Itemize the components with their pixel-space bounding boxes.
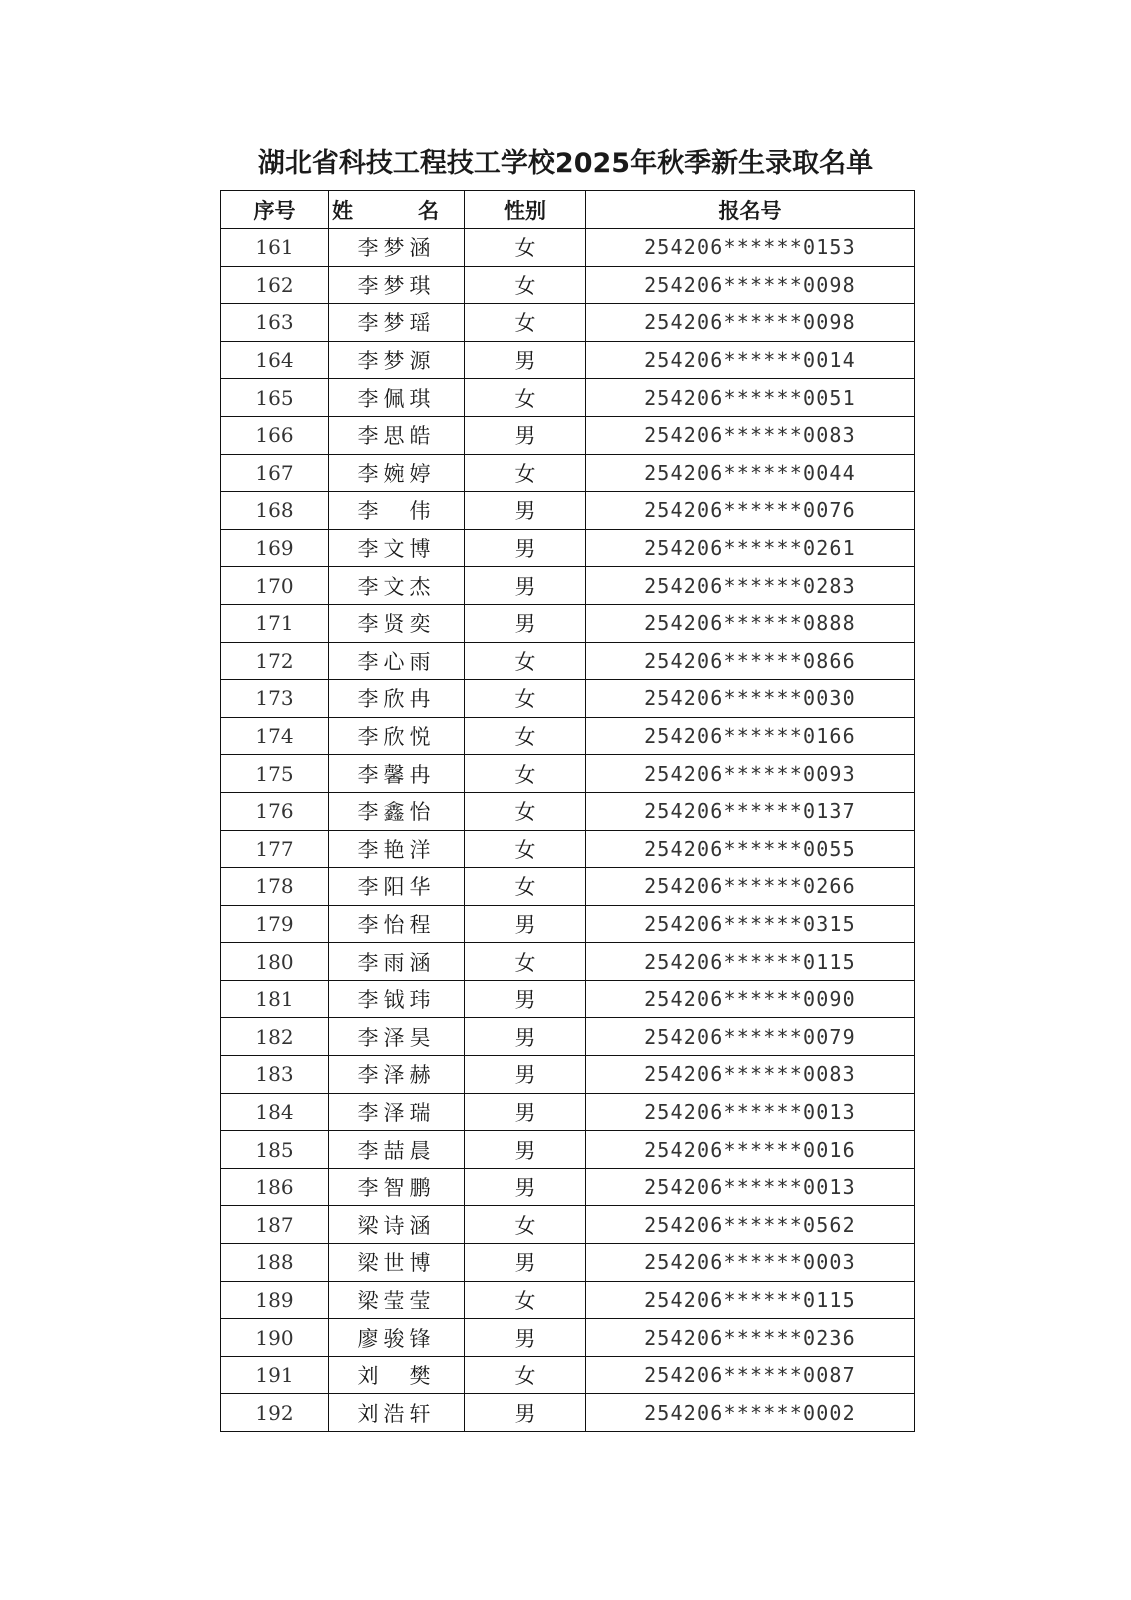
cell-name: 李梦源: [329, 341, 465, 379]
cell-no: 170: [221, 567, 329, 605]
cell-name: 李喆晨: [329, 1131, 465, 1169]
cell-regid: 254206******0315: [586, 905, 915, 943]
cell-regid: 254206******0166: [586, 717, 915, 755]
cell-sex: 女: [465, 792, 586, 830]
cell-regid: 254206******0137: [586, 792, 915, 830]
table-row: [221, 1244, 915, 1282]
cell-name: 李阳华: [329, 868, 465, 906]
table-row: [221, 1206, 915, 1244]
cell-no: 176: [221, 792, 329, 830]
page-title: 湖北省科技工程技工学校2025年秋季新生录取名单: [257, 148, 874, 179]
column-header-no: 序号: [221, 191, 329, 229]
cell-regid: 254206******0003: [586, 1244, 915, 1282]
cell-name: 梁莹莹: [329, 1281, 465, 1319]
table-row: [221, 454, 915, 492]
table-row: [221, 717, 915, 755]
cell-no: 180: [221, 943, 329, 981]
cell-no: 168: [221, 492, 329, 530]
cell-no: 185: [221, 1131, 329, 1169]
cell-regid: 254206******0002: [586, 1394, 915, 1432]
cell-regid: 254206******0055: [586, 830, 915, 868]
cell-no: 184: [221, 1093, 329, 1131]
cell-name: 刘 樊: [329, 1356, 465, 1394]
table-row: [221, 1168, 915, 1206]
cell-sex: 女: [465, 379, 586, 417]
cell-name: 李雨涵: [329, 943, 465, 981]
cell-regid: 254206******0115: [586, 943, 915, 981]
cell-no: 169: [221, 529, 329, 567]
cell-sex: 男: [465, 492, 586, 530]
cell-no: 178: [221, 868, 329, 906]
cell-no: 171: [221, 604, 329, 642]
cell-no: 190: [221, 1319, 329, 1357]
table-row: [221, 755, 915, 793]
cell-name: 李艳洋: [329, 830, 465, 868]
cell-name: 李思皓: [329, 416, 465, 454]
table-row: [221, 1281, 915, 1319]
cell-sex: 男: [465, 1131, 586, 1169]
table-row: [221, 379, 915, 417]
cell-regid: 254206******0283: [586, 567, 915, 605]
cell-name: 李鑫怡: [329, 792, 465, 830]
cell-name: 李泽昊: [329, 1018, 465, 1056]
cell-sex: 男: [465, 905, 586, 943]
cell-regid: 254206******0013: [586, 1168, 915, 1206]
cell-regid: 254206******0866: [586, 642, 915, 680]
cell-regid: 254206******0044: [586, 454, 915, 492]
cell-regid: 254206******0266: [586, 868, 915, 906]
cell-sex: 女: [465, 755, 586, 793]
cell-sex: 女: [465, 229, 586, 267]
cell-name: 李泽瑞: [329, 1093, 465, 1131]
cell-sex: 女: [465, 1356, 586, 1394]
cell-sex: 男: [465, 1093, 586, 1131]
cell-no: 182: [221, 1018, 329, 1056]
cell-regid: 254206******0079: [586, 1018, 915, 1056]
cell-no: 183: [221, 1056, 329, 1094]
cell-name: 李心雨: [329, 642, 465, 680]
cell-name: 李梦琪: [329, 266, 465, 304]
cell-no: 162: [221, 266, 329, 304]
cell-name: 李智鹏: [329, 1168, 465, 1206]
cell-name: 李佩琪: [329, 379, 465, 417]
cell-regid: 254206******0090: [586, 980, 915, 1018]
cell-sex: 男: [465, 1018, 586, 1056]
cell-sex: 女: [465, 304, 586, 342]
cell-sex: 男: [465, 980, 586, 1018]
cell-regid: 254206******0261: [586, 529, 915, 567]
table-row: [221, 529, 915, 567]
cell-sex: 女: [465, 266, 586, 304]
cell-regid: 254206******0083: [586, 416, 915, 454]
cell-no: 172: [221, 642, 329, 680]
table-row: [221, 229, 915, 267]
column-header-sex: 性别: [465, 191, 586, 229]
cell-sex: 女: [465, 454, 586, 492]
cell-sex: 男: [465, 567, 586, 605]
table-row: [221, 680, 915, 718]
table-row: [221, 567, 915, 605]
cell-sex: 男: [465, 1168, 586, 1206]
cell-name: 梁诗涵: [329, 1206, 465, 1244]
cell-name: 梁世博: [329, 1244, 465, 1282]
cell-sex: 女: [465, 943, 586, 981]
cell-sex: 男: [465, 1394, 586, 1432]
cell-sex: 男: [465, 341, 586, 379]
table-row: [221, 416, 915, 454]
cell-no: 165: [221, 379, 329, 417]
cell-regid: 254206******0014: [586, 341, 915, 379]
cell-regid: 254206******0562: [586, 1206, 915, 1244]
cell-regid: 254206******0236: [586, 1319, 915, 1357]
table-row: [221, 642, 915, 680]
cell-no: 173: [221, 680, 329, 718]
cell-no: 177: [221, 830, 329, 868]
cell-name: 李文杰: [329, 567, 465, 605]
cell-regid: 254206******0115: [586, 1281, 915, 1319]
cell-sex: 女: [465, 1281, 586, 1319]
cell-no: 187: [221, 1206, 329, 1244]
table-row: [221, 868, 915, 906]
column-header-name: 姓 名: [329, 191, 465, 229]
cell-regid: 254206******0153: [586, 229, 915, 267]
cell-name: 李梦涵: [329, 229, 465, 267]
cell-no: 166: [221, 416, 329, 454]
cell-no: 189: [221, 1281, 329, 1319]
table-row: [221, 980, 915, 1018]
cell-no: 167: [221, 454, 329, 492]
cell-name: 李馨冉: [329, 755, 465, 793]
table-row: [221, 905, 915, 943]
table-row: [221, 1131, 915, 1169]
table-row: [221, 792, 915, 830]
cell-no: 186: [221, 1168, 329, 1206]
cell-regid: 254206******0051: [586, 379, 915, 417]
cell-no: 163: [221, 304, 329, 342]
cell-no: 192: [221, 1394, 329, 1432]
table-row: [221, 304, 915, 342]
cell-sex: 男: [465, 1056, 586, 1094]
cell-sex: 男: [465, 1319, 586, 1357]
cell-sex: 女: [465, 868, 586, 906]
cell-no: 174: [221, 717, 329, 755]
table-row: [221, 604, 915, 642]
table-row: [221, 1394, 915, 1432]
cell-name: 李怡程: [329, 905, 465, 943]
cell-name: 李欣冉: [329, 680, 465, 718]
cell-regid: 254206******0098: [586, 266, 915, 304]
table-row: [221, 1319, 915, 1357]
table-row: [221, 492, 915, 530]
cell-no: 181: [221, 980, 329, 1018]
cell-name: 廖骏锋: [329, 1319, 465, 1357]
cell-regid: 254206******0087: [586, 1356, 915, 1394]
table-row: [221, 830, 915, 868]
cell-name: 李婉婷: [329, 454, 465, 492]
cell-name: 李贤奕: [329, 604, 465, 642]
table-row: [221, 943, 915, 981]
cell-no: 164: [221, 341, 329, 379]
cell-sex: 女: [465, 680, 586, 718]
table-row: [221, 1018, 915, 1056]
table-row: [221, 341, 915, 379]
admission-table: [220, 190, 915, 1432]
cell-sex: 男: [465, 604, 586, 642]
cell-name: 李文博: [329, 529, 465, 567]
table-row: [221, 1356, 915, 1394]
cell-sex: 女: [465, 1206, 586, 1244]
column-header-regid: 报名号: [586, 191, 915, 229]
cell-no: 188: [221, 1244, 329, 1282]
cell-regid: 254206******0888: [586, 604, 915, 642]
cell-sex: 女: [465, 717, 586, 755]
cell-regid: 254206******0083: [586, 1056, 915, 1094]
table-row: [221, 1056, 915, 1094]
cell-sex: 男: [465, 1244, 586, 1282]
cell-regid: 254206******0093: [586, 755, 915, 793]
cell-name: 李梦瑶: [329, 304, 465, 342]
cell-regid: 254206******0076: [586, 492, 915, 530]
cell-regid: 254206******0016: [586, 1131, 915, 1169]
cell-name: 李 伟: [329, 492, 465, 530]
cell-no: 175: [221, 755, 329, 793]
cell-sex: 男: [465, 416, 586, 454]
cell-name: 李欣悦: [329, 717, 465, 755]
cell-name: 李泽赫: [329, 1056, 465, 1094]
cell-regid: 254206******0098: [586, 304, 915, 342]
cell-sex: 男: [465, 529, 586, 567]
table-body: [221, 229, 915, 1432]
cell-sex: 女: [465, 830, 586, 868]
cell-no: 161: [221, 229, 329, 267]
table-row: [221, 1093, 915, 1131]
cell-regid: 254206******0030: [586, 680, 915, 718]
cell-no: 191: [221, 1356, 329, 1394]
cell-regid: 254206******0013: [586, 1093, 915, 1131]
table-header-row: [221, 191, 915, 229]
cell-name: 刘浩轩: [329, 1394, 465, 1432]
cell-sex: 女: [465, 642, 586, 680]
table-row: [221, 266, 915, 304]
cell-name: 李钺玮: [329, 980, 465, 1018]
cell-no: 179: [221, 905, 329, 943]
